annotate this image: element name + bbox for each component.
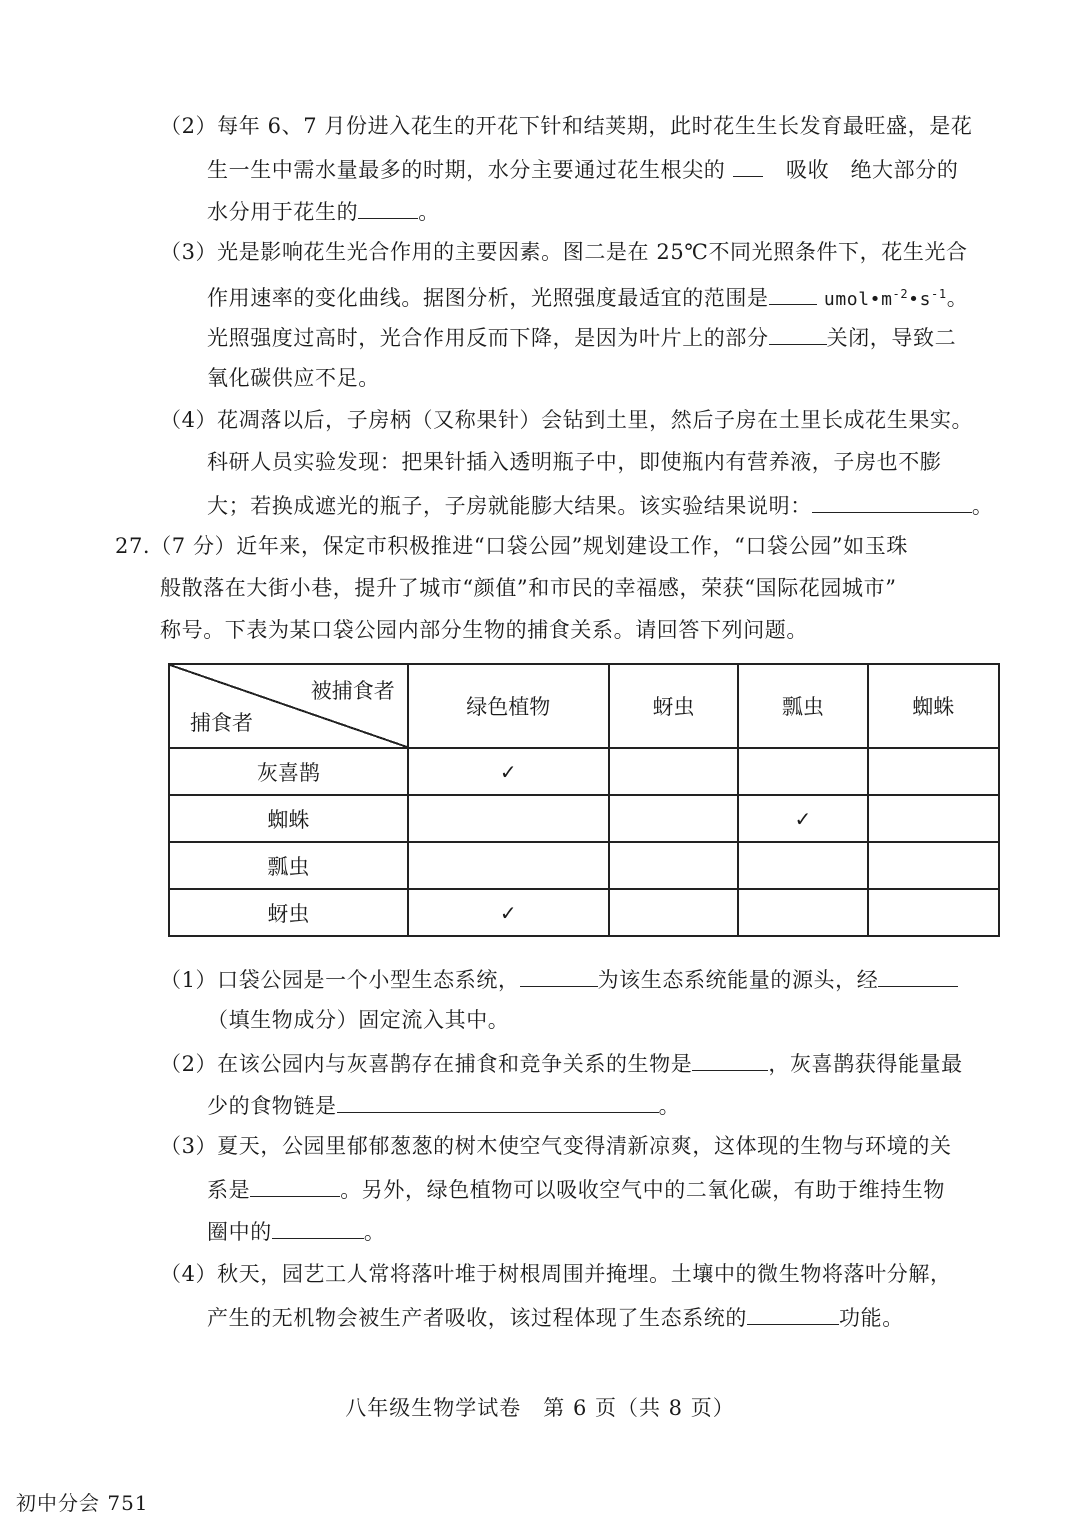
- q27-2-line2: [207, 1090, 680, 1120]
- table-row: [169, 842, 999, 889]
- q26-4-line2: 科研人员实验发现：把果针插入透明瓶子中，即使瓶内有营养液，子房也不膨: [207, 450, 942, 474]
- table-header-row: [169, 664, 999, 748]
- q27-4-line2: [207, 1302, 904, 1332]
- answer-blank[interactable]: [358, 196, 418, 219]
- q26-2-text: 水分用于花生的: [207, 200, 359, 224]
- row-header: 蚜虫: [169, 889, 408, 936]
- q27-2-text: 少的食物链是: [207, 1094, 337, 1118]
- answer-blank[interactable]: [733, 154, 763, 177]
- q26-4-text: 大；若换成遮光的瓶子，子房就能膨大结果。该实验结果说明：: [207, 494, 812, 518]
- q26-3-text: 光照强度过高时，光合作用反而下降，是因为叶片上的部分: [207, 326, 769, 350]
- row-header: 灰喜鹊: [169, 748, 408, 795]
- table-cell: [738, 748, 867, 795]
- row-header: 瓢虫: [169, 842, 408, 889]
- prey-header: 被捕食者: [310, 679, 395, 703]
- period: 。: [946, 286, 969, 310]
- column-header: 蚜虫: [609, 664, 738, 748]
- table-cell: [868, 748, 999, 795]
- diagonal-header-cell: [169, 664, 408, 748]
- period: 。: [971, 494, 994, 518]
- table-cell: [868, 889, 999, 936]
- row-header: 蜘蛛: [169, 795, 408, 842]
- q27-2-text: （2）在该公园内与灰喜鹊存在捕食和竞争关系的生物是: [160, 1052, 693, 1076]
- q26-3-text: 作用速率的变化曲线。据图分析，光照强度最适宜的范围是: [207, 286, 769, 310]
- q27-3-text: 圈中的: [207, 1220, 272, 1244]
- q27-2-line1: [160, 1048, 963, 1078]
- table-cell: [868, 795, 999, 842]
- answer-blank[interactable]: [769, 322, 827, 345]
- table-cell: [738, 842, 867, 889]
- table-cell: [609, 795, 738, 842]
- q27-line3: 称号。下表为某口袋公园内部分生物的捕食关系。请回答下列问题。: [160, 618, 808, 642]
- column-header: 蜘蛛: [868, 664, 999, 748]
- q27-3-text: 系是: [207, 1178, 251, 1202]
- column-header: 绿色植物: [408, 664, 609, 748]
- q27-2-text: ，灰喜鹊获得能量最: [768, 1052, 963, 1076]
- q27-3-text: 。另外，绿色植物可以吸收空气中的二氧化碳，有助于维持生物: [340, 1178, 946, 1202]
- period: 。: [418, 200, 440, 224]
- table-cell: [609, 889, 738, 936]
- q27-1-line2: （填生物成分）固定流入其中。: [207, 1008, 510, 1032]
- q27-4-text: 功能。: [839, 1306, 904, 1330]
- q26-2-text: 生一生中需水量最多的时期，水分主要通过花生根尖的: [207, 158, 726, 182]
- table-cell: [738, 889, 867, 936]
- answer-blank[interactable]: [520, 964, 598, 987]
- period: 。: [658, 1094, 681, 1118]
- answer-blank[interactable]: [692, 1048, 768, 1071]
- q27-1-line1: [160, 964, 958, 994]
- unit-text: $umol•m^{-2}•s^{-1}$: [823, 287, 947, 310]
- q26-2-text: 绝大部分的: [850, 158, 959, 182]
- answer-blank[interactable]: [878, 964, 958, 987]
- table-row: [169, 889, 999, 936]
- q27-4-text: 产生的无机物会被生产者吸收，该过程体现了生态系统的: [207, 1306, 747, 1330]
- q26-2-line2: [207, 154, 958, 184]
- q26-3-line4: 氧化碳供应不足。: [207, 366, 380, 390]
- q27-1-text: （1）口袋公园是一个小型生态系统，: [160, 968, 520, 992]
- table-cell: [408, 842, 609, 889]
- answer-blank[interactable]: [337, 1090, 659, 1113]
- q27-3-line2: [207, 1174, 945, 1204]
- table-cell: ✓: [408, 748, 609, 795]
- table-row: [169, 748, 999, 795]
- table-cell: [609, 748, 738, 795]
- q27-1-text: 为该生态系统能量的源头，经: [597, 968, 879, 992]
- q26-4-line1: （4）花凋落以后，子房柄（又称果针）会钻到土里，然后子房在土里长成花生果实。: [160, 408, 974, 432]
- q26-3-line1: （3）光是影响花生光合作用的主要因素。图二是在 25℃不同光照条件下，花生光合: [160, 240, 968, 264]
- watermark: 初中分会 751: [16, 1491, 149, 1515]
- q26-3-line3: [207, 322, 956, 352]
- q27-line1: 27.（7 分）近年来，保定市积极推进“口袋公园”规划建设工作，“口袋公园”如玉珠: [115, 534, 908, 558]
- table-cell: [868, 842, 999, 889]
- answer-blank[interactable]: [747, 1302, 839, 1325]
- table-row: [169, 795, 999, 842]
- q26-2-line3: [207, 196, 440, 226]
- table-cell: ✓: [408, 889, 609, 936]
- q27-3-line3: [207, 1216, 385, 1246]
- q27-3-line1: （3）夏天，公园里郁郁葱葱的树木使空气变得清新凉爽，这体现的生物与环境的关: [160, 1134, 952, 1158]
- predation-table: [168, 663, 1000, 937]
- q26-2-line1: （2）每年 6、7 月份进入花生的开花下针和结荚期，此时花生生长发育最旺盛，是花: [160, 114, 973, 138]
- answer-blank[interactable]: [769, 282, 817, 305]
- table-cell: ✓: [738, 795, 867, 842]
- page-footer: 八年级生物学试卷 第 6 页（共 8 页）: [345, 1396, 735, 1420]
- q26-3-text: 关闭，导致二: [826, 326, 957, 350]
- period: 。: [363, 1220, 386, 1244]
- column-header: 瓢虫: [738, 664, 867, 748]
- answer-blank[interactable]: [812, 490, 972, 513]
- predator-header: 捕食者: [190, 711, 253, 735]
- q26-3-line2: [207, 280, 968, 314]
- table-cell: [609, 842, 738, 889]
- table-cell: [408, 795, 609, 842]
- answer-blank[interactable]: [272, 1216, 364, 1239]
- q27-line2: 般散落在大街小巷，提升了城市“颜值”和市民的幸福感，荣获“国际花园城市”: [160, 576, 897, 600]
- q26-2-handwritten: 吸收: [785, 158, 830, 182]
- q27-4-line1: （4）秋天，园艺工人常将落叶堆于树根周围并掩埋。土壤中的微生物将落叶分解，: [160, 1262, 952, 1286]
- q26-4-line3: [207, 490, 993, 520]
- answer-blank[interactable]: [250, 1174, 340, 1197]
